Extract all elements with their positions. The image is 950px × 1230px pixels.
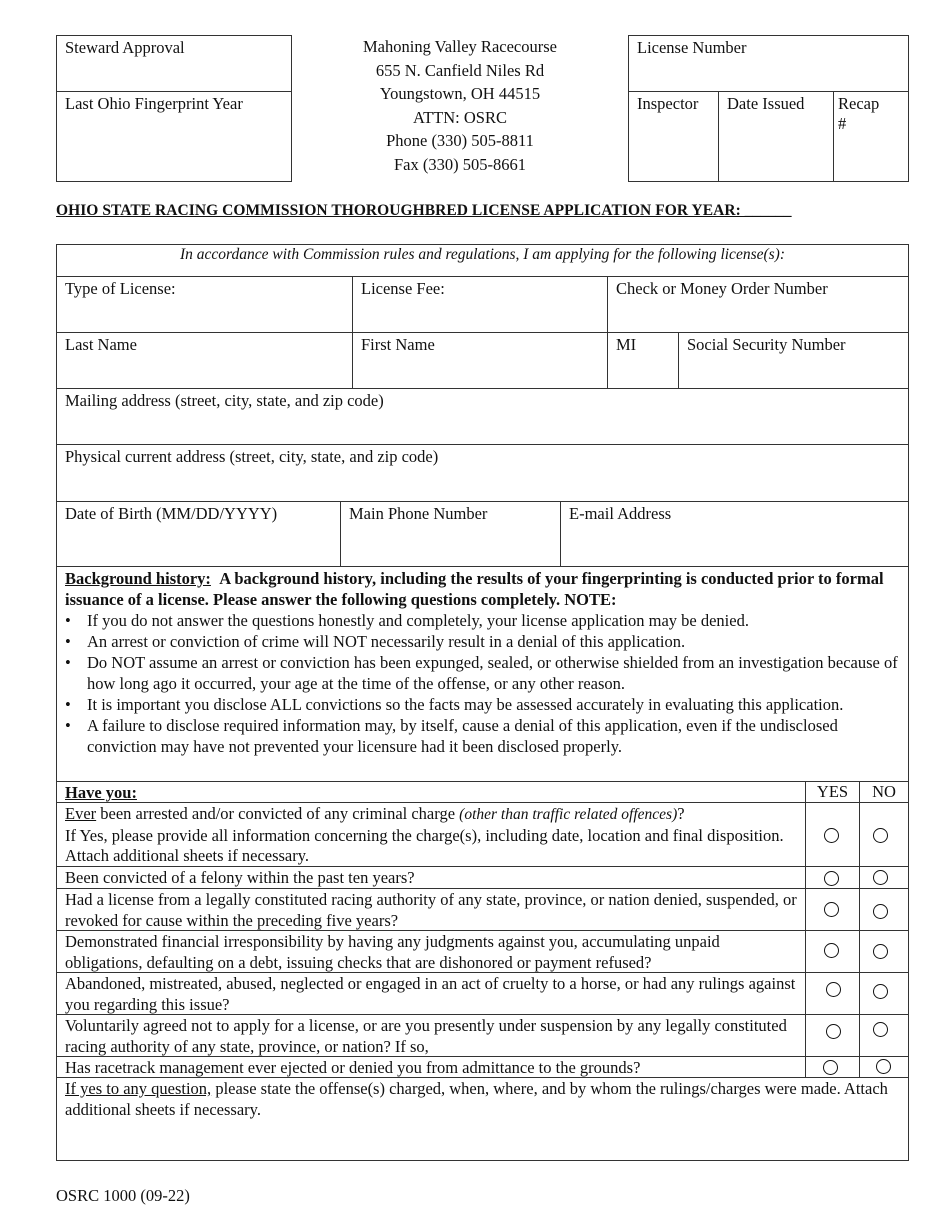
q2-no-radio[interactable] — [873, 870, 888, 885]
list-item: • Do NOT assume an arrest or conviction has been expunged, sealed, or otherwise shielded from an investigation because of how long ago it occurred, your age at the time of the offense, or any other reason. — [61, 652, 900, 694]
question-5-text: Abandoned, mistreated, abused, neglected or engaged in an act of cruelty to a horse, or had any rulings against you regarding this issue? — [65, 974, 796, 1014]
have-you-heading: Have you: — [65, 783, 137, 802]
have-you-heading-cell — [56, 781, 806, 803]
physical-address-field[interactable] — [56, 444, 909, 502]
no-cell — [859, 930, 909, 973]
mi-label: MI — [616, 335, 637, 354]
yes-cell — [805, 1014, 860, 1057]
q1-no-radio[interactable] — [873, 828, 888, 843]
license-fee-label: License Fee: — [361, 279, 445, 298]
no-cell — [859, 1056, 909, 1078]
question-1-main: been arrested and/or convicted of any criminal charge — [96, 804, 460, 823]
q6-no-radio[interactable] — [873, 1022, 888, 1037]
question-6-text: Voluntarily agreed not to apply for a license, or are you presently under suspension by any legally constituted racing authority of any state, province, or nation? If so, — [65, 1016, 787, 1056]
list-item: • A failure to disclose required information may, by itself, cause a denial of this application, even if the undisclosed conviction may have not prevented your licensure had it been disclosed properly. — [61, 715, 900, 757]
list-item: • It is important you disclose ALL convictions so the facts may be assessed accurately in evaluating this application. — [61, 694, 900, 715]
question-row-6 — [56, 1014, 806, 1057]
first-name-field[interactable] — [352, 332, 608, 389]
question-row-7 — [56, 1056, 806, 1078]
check-number-label: Check or Money Order Number — [616, 279, 828, 298]
yes-cell — [805, 802, 860, 867]
address-line: Mahoning Valley Racecourse — [363, 37, 557, 56]
question-row-1 — [56, 802, 806, 867]
inspector-box[interactable] — [628, 91, 719, 182]
first-name-label: First Name — [361, 335, 435, 354]
license-number-label: License Number — [637, 38, 747, 57]
q3-no-radio[interactable] — [873, 904, 888, 919]
intro-row — [56, 244, 909, 277]
dob-label: Date of Birth (MM/DD/YYYY) — [65, 504, 278, 523]
address-line: Fax (330) 505-8661 — [394, 154, 526, 174]
address-line: Phone (330) 505-8811 — [386, 131, 534, 150]
q3-yes-radio[interactable] — [824, 902, 839, 917]
no-cell — [859, 972, 909, 1015]
q7-no-radio[interactable] — [876, 1059, 891, 1074]
yes-cell — [805, 866, 860, 889]
type-of-license-field[interactable] — [56, 276, 353, 333]
mi-field[interactable] — [607, 332, 679, 389]
address-line: Youngstown, OH 44515 — [379, 84, 541, 103]
date-issued-label: Date Issued — [727, 94, 805, 113]
question-1-more: If Yes, please provide all information concerning the charge(s), including date, location and final disposition. Attach additional sheets if necessary. — [65, 825, 784, 865]
question-1-ever: Ever — [65, 804, 97, 823]
email-label: E-mail Address — [569, 504, 672, 523]
followup-underlined: If yes to any question, — [65, 1079, 212, 1098]
dob-field[interactable] — [56, 501, 341, 567]
license-fee-field[interactable] — [352, 276, 608, 333]
background-notes — [61, 610, 900, 757]
recap-box[interactable] — [833, 91, 909, 182]
q5-yes-radio[interactable] — [826, 982, 841, 997]
last-fingerprint-year-label: Last Ohio Fingerprint Year — [65, 94, 243, 113]
ssn-field[interactable] — [678, 332, 909, 389]
page-title — [56, 202, 792, 220]
address-block — [300, 35, 620, 176]
yes-cell — [805, 930, 860, 973]
ssn-label: Social Security Number — [687, 335, 846, 354]
q7-yes-radio[interactable] — [823, 1060, 838, 1075]
yes-cell — [805, 888, 860, 931]
last-name-label: Last Name — [65, 335, 137, 354]
steward-approval-label: Steward Approval — [65, 38, 185, 57]
page-title-text: OHIO STATE RACING COMMISSION THOROUGHBRED LICENSE APPLICATION FOR YEAR: ______ — [56, 202, 792, 219]
form-number: OSRC 1000 (09-22) — [56, 1186, 190, 1205]
question-row-4 — [56, 930, 806, 973]
question-2-text: Been convicted of a felony within the past ten years? — [65, 868, 415, 887]
recap-label: Recap — [838, 94, 880, 113]
question-row-3 — [56, 888, 806, 931]
question-row-2 — [56, 866, 806, 889]
license-number-box[interactable] — [628, 35, 909, 92]
no-cell — [859, 802, 909, 867]
followup-body: please state the offense(s) charged, when, where, and by whom the rulings/charges were made. Attach additional sheets if necessary. — [65, 1079, 888, 1119]
yes-cell — [805, 1056, 860, 1078]
followup-explanation-field[interactable] — [56, 1077, 909, 1161]
inspector-label: Inspector — [637, 94, 699, 113]
question-row-5 — [56, 972, 806, 1015]
no-header: NO — [859, 781, 909, 803]
question-1-text — [65, 804, 799, 867]
yes-header: YES — [805, 781, 860, 803]
last-fingerprint-year-box[interactable] — [56, 91, 292, 182]
address-line: ATTN: OSRC — [413, 107, 507, 127]
question-3-text: Had a license from a legally constituted racing authority of any state, province, or nation denied, suspended, or revoked for cause within the preceding five years? — [65, 890, 797, 930]
question-7-text: Has racetrack management ever ejected or denied you from admittance to the grounds? — [65, 1058, 641, 1077]
last-name-field[interactable] — [56, 332, 353, 389]
intro-text: In accordance with Commission rules and regulations, I am applying for the following license(s): — [179, 246, 785, 263]
background-history-section — [56, 566, 909, 782]
address-line: 655 N. Canfield Niles Rd — [375, 60, 545, 80]
steward-approval-box[interactable] — [56, 35, 292, 92]
type-of-license-label: Type of License: — [65, 279, 176, 298]
list-item: • An arrest or conviction of crime will NOT necessarily result in a denial of this application. — [61, 631, 900, 652]
q5-no-radio[interactable] — [873, 984, 888, 999]
no-cell — [859, 888, 909, 931]
followup-text — [65, 1079, 902, 1120]
list-item: • If you do not answer the questions honestly and completely, your license application may be denied. — [61, 610, 900, 631]
no-cell — [859, 866, 909, 889]
mailing-address-label: Mailing address (street, city, state, and zip code) — [65, 391, 384, 410]
question-4-text: Demonstrated financial irresponsibility by having any judgments against you, accumulating unpaid obligations, defaulting on a debt, issuing checks that are dishonored or payment refused? — [65, 932, 720, 972]
mailing-address-field[interactable] — [56, 388, 909, 445]
q6-yes-radio[interactable] — [826, 1024, 841, 1039]
background-heading: Background history: — [65, 569, 211, 588]
email-field[interactable] — [560, 501, 909, 567]
question-1-end: ? — [677, 804, 685, 823]
background-intro-text: A background history, including the results of your fingerprinting is conducted prior to formal issuance of a license. Please answer the following questions completely. NOTE: — [65, 569, 884, 609]
background-intro — [65, 568, 898, 610]
question-1-italic: (other than traffic related offences) — [459, 806, 678, 823]
q1-yes-radio[interactable] — [824, 828, 839, 843]
q4-no-radio[interactable] — [873, 944, 888, 959]
phone-field[interactable] — [340, 501, 561, 567]
check-number-field[interactable] — [607, 276, 909, 333]
q4-yes-radio[interactable] — [824, 943, 839, 958]
yes-cell — [805, 972, 860, 1015]
phone-label: Main Phone Number — [349, 504, 488, 523]
no-cell — [859, 1014, 909, 1057]
q2-yes-radio[interactable] — [824, 871, 839, 886]
physical-address-label: Physical current address (street, city, state, and zip code) — [65, 447, 439, 466]
date-issued-box[interactable] — [718, 91, 834, 182]
recap-hash: # — [838, 114, 847, 133]
